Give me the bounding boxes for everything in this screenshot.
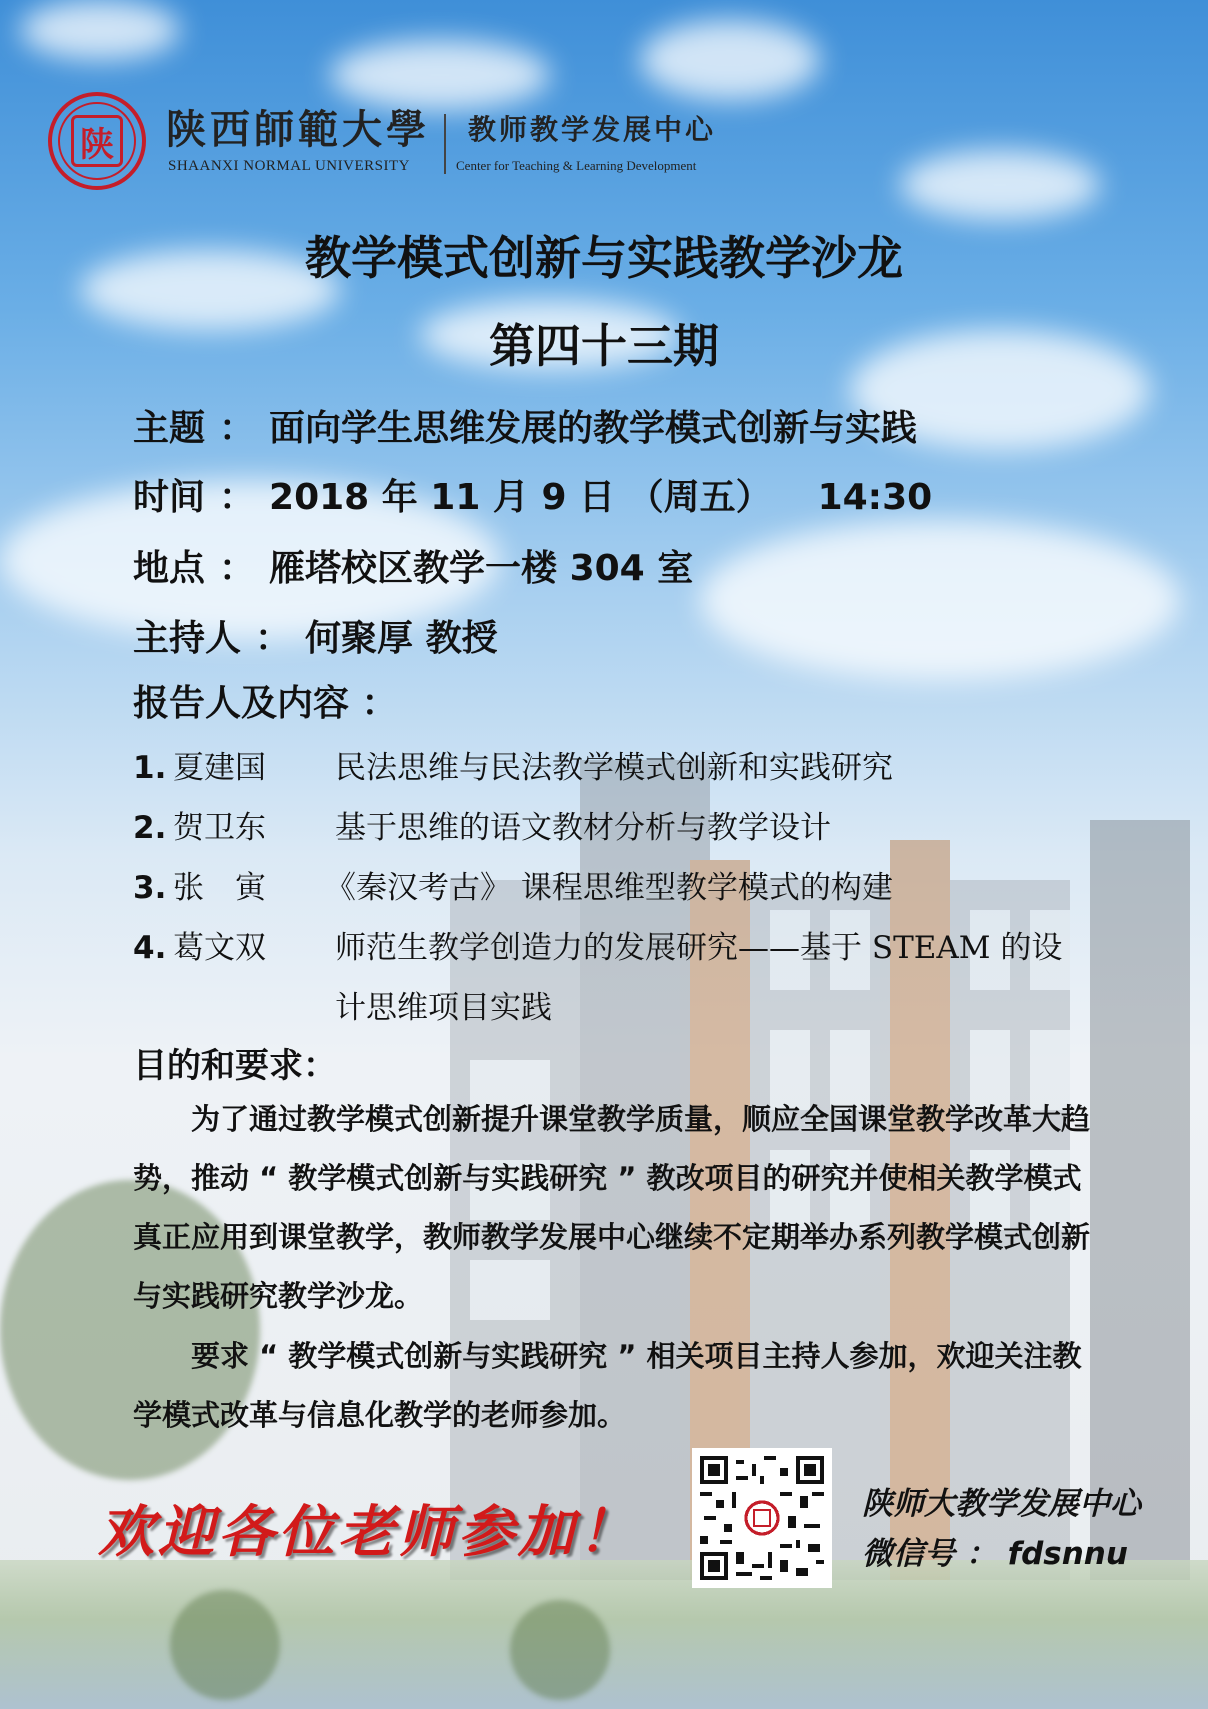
university-seal-icon: 陕 bbox=[48, 92, 146, 190]
host-row bbox=[133, 610, 498, 661]
reporter-num: 3. bbox=[133, 870, 167, 906]
reporter-topic: 《秦汉考古》 课程思维型教学模式的构建 bbox=[325, 870, 893, 906]
reporter-num: 1. bbox=[133, 750, 167, 786]
page-title: 教学模式创新与实践教学沙龙 bbox=[305, 231, 903, 285]
reporter-name: 张 寅 bbox=[173, 870, 266, 906]
purpose-paragraph-1: 为了通过教学模式创新提升课堂教学质量，顺应全国课堂教学改革大趋势，推动 “ 教学模式创新与实践研究 ” 教改项目的研究并使相关教学模式真正应用到课堂教学，教师教学发展中心继续不定期举办系列教学模式创新与实践研究教学沙龙。 bbox=[133, 1102, 1091, 1313]
reporter-name: 贺卫东 bbox=[173, 810, 266, 846]
reporter-topic: 民法思维与民法教学模式创新和实践研究 bbox=[335, 750, 893, 786]
reporter-topic: 基于思维的语文教材分析与教学设计 bbox=[335, 810, 831, 846]
welcome-slogan: 欢迎各位老师参加！ bbox=[98, 1500, 638, 1565]
cloud bbox=[900, 150, 1100, 220]
colon: ： bbox=[219, 408, 256, 449]
cloud bbox=[20, 0, 180, 60]
reporter-name: 夏建国 bbox=[173, 750, 266, 786]
reporters-label: 报告人及内容 ： bbox=[133, 683, 398, 724]
header-logo bbox=[48, 92, 748, 202]
purpose-label: 目的和要求： bbox=[133, 1046, 337, 1086]
colon: ： bbox=[255, 618, 292, 659]
tree bbox=[170, 1590, 280, 1700]
center-name-en: Center for Teaching & Learning Development bbox=[456, 158, 697, 173]
cloud bbox=[700, 520, 1180, 680]
purpose-paragraph-2: 要求 “ 教学模式创新与实践研究 ” 相关项目主持人参加，欢迎关注教学模式改革与信息化教学的老师参加。 bbox=[133, 1339, 1082, 1432]
reporter-row bbox=[133, 922, 1063, 967]
tree bbox=[510, 1600, 610, 1700]
wechat-qr-code bbox=[692, 1448, 832, 1588]
university-name-cn: 陕西師範大學 bbox=[166, 106, 430, 153]
reporter-num: 4. bbox=[133, 930, 167, 966]
reporter-num: 2. bbox=[133, 810, 167, 846]
reporter-row bbox=[133, 742, 893, 787]
reporter-topic: 师范生教学创造力的发展研究——基于 STEAM 的设 bbox=[335, 930, 1063, 966]
header-divider bbox=[444, 114, 446, 174]
cloud bbox=[640, 20, 820, 100]
university-name-en: SHAANXI NORMAL UNIVERSITY bbox=[168, 158, 410, 174]
time-clock: 14:30 bbox=[817, 477, 933, 518]
wechat-account-name: 陕师大教学发展中心 bbox=[862, 1486, 1141, 1522]
reporter-name: 葛文双 bbox=[173, 930, 266, 966]
reporter-row bbox=[133, 862, 893, 907]
host-label: 主持人 bbox=[133, 618, 242, 659]
reporter-row bbox=[133, 802, 831, 847]
theme-row bbox=[133, 400, 917, 451]
time-row bbox=[133, 469, 932, 520]
page-subtitle: 第四十三期 bbox=[489, 319, 719, 373]
theme-value: 面向学生思维发展的教学模式创新与实践 bbox=[269, 408, 918, 449]
place-row bbox=[133, 540, 693, 591]
host-value: 何聚厚 教授 bbox=[305, 618, 498, 659]
center-name-cn: 教师教学发展中心 bbox=[468, 113, 717, 146]
colon: ： bbox=[219, 548, 256, 589]
theme-label: 主题 bbox=[133, 408, 206, 449]
time-value: 2018 年 11 月 9 日 （周五） bbox=[269, 477, 772, 518]
time-label: 时间 bbox=[133, 477, 206, 518]
colon: ： bbox=[219, 477, 256, 518]
place-value: 雁塔校区教学一楼 304 室 bbox=[269, 548, 694, 589]
place-label: 地点 bbox=[133, 548, 206, 589]
wechat-id: 微信号 ： fdsnnu bbox=[862, 1536, 1128, 1572]
